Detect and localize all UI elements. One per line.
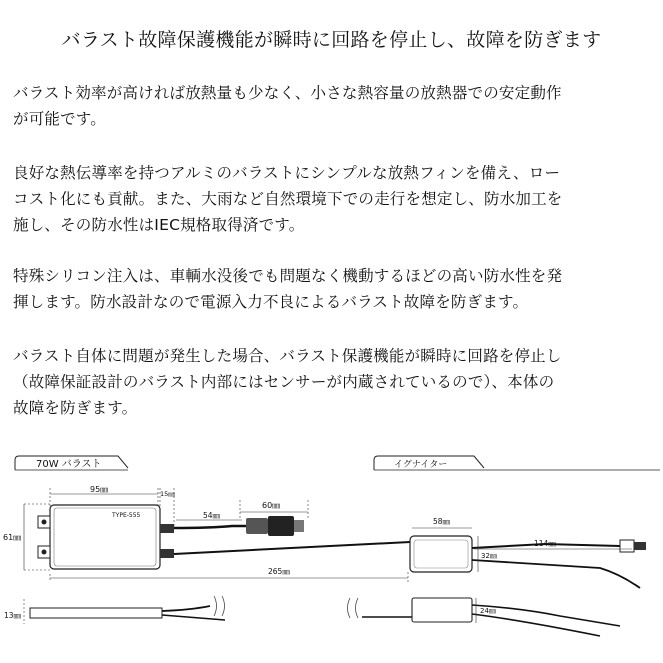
- text-line: バラスト自体に問題が発生した場合、バラスト保護機能が瞬時に回路を停止し: [13, 347, 562, 365]
- paragraph-heat-dissipation: [13, 160, 653, 238]
- dim-95: 95㎜: [90, 485, 109, 494]
- dim-58: 58㎜: [433, 517, 451, 526]
- dimension-diagram: [0, 448, 663, 663]
- ballast-side-view: [24, 596, 225, 624]
- igniter-box: [410, 536, 646, 588]
- dim-60: 60㎜: [262, 501, 281, 510]
- output-connector: [174, 516, 304, 536]
- text-line: （故障保証設計のバラスト内部にはセンサーが内蔵されているので）、本体の: [13, 373, 555, 391]
- igniter-tab: [374, 456, 660, 470]
- paragraph-efficiency: [13, 80, 653, 132]
- dim-24: 24㎜: [480, 607, 496, 615]
- text-line: が可能です。: [13, 110, 106, 128]
- ballast-tab: [15, 456, 128, 470]
- paragraph-protection: [13, 343, 653, 421]
- ballast-label: 70W バラスト: [36, 459, 102, 470]
- dim-265: 265㎜: [268, 567, 290, 576]
- type-label: TYPE-555: [112, 512, 141, 519]
- dim-114: 114㎜: [534, 539, 556, 548]
- text-line: コスト化にも貢献。また、大雨など自然環境下での走行を想定し、防水加工を: [13, 190, 563, 208]
- text-line: バラスト効率が高ければ放熱量も少なく、小さな熱容量の放熱器での安定動作: [13, 84, 562, 102]
- text-line: 施し、その防水性はIEC規格取得済です。: [13, 216, 305, 234]
- page-title: バラスト故障保護機能が瞬時に回路を停止し、故障を防ぎます: [61, 29, 602, 51]
- dim-61: 61㎜: [3, 533, 22, 542]
- ballast-body: [38, 505, 174, 569]
- dim-15: 15㎜: [160, 490, 175, 498]
- text-line: 特殊シリコン注入は、車輌水没後でも問題なく機動するほどの高い防水性を発: [13, 267, 563, 285]
- igniter-label: イグナイター: [394, 460, 448, 470]
- text-line: 良好な熱伝導率を持つアルミのバラストにシンプルな放熱フィンを備え、ロー: [13, 164, 561, 182]
- dim-13: 13㎜: [4, 611, 22, 620]
- dim-54: 54㎜: [203, 511, 221, 520]
- text-line: 揮します。防水設計なので電源入力不良によるバラスト故障を防ぎます。: [13, 293, 529, 311]
- main-cable: [174, 542, 410, 554]
- dim-32: 32㎜: [481, 552, 497, 560]
- paragraph-waterproof: [13, 263, 653, 315]
- text-line: 故障を防ぎます。: [13, 399, 138, 417]
- igniter-side-view: [348, 598, 621, 636]
